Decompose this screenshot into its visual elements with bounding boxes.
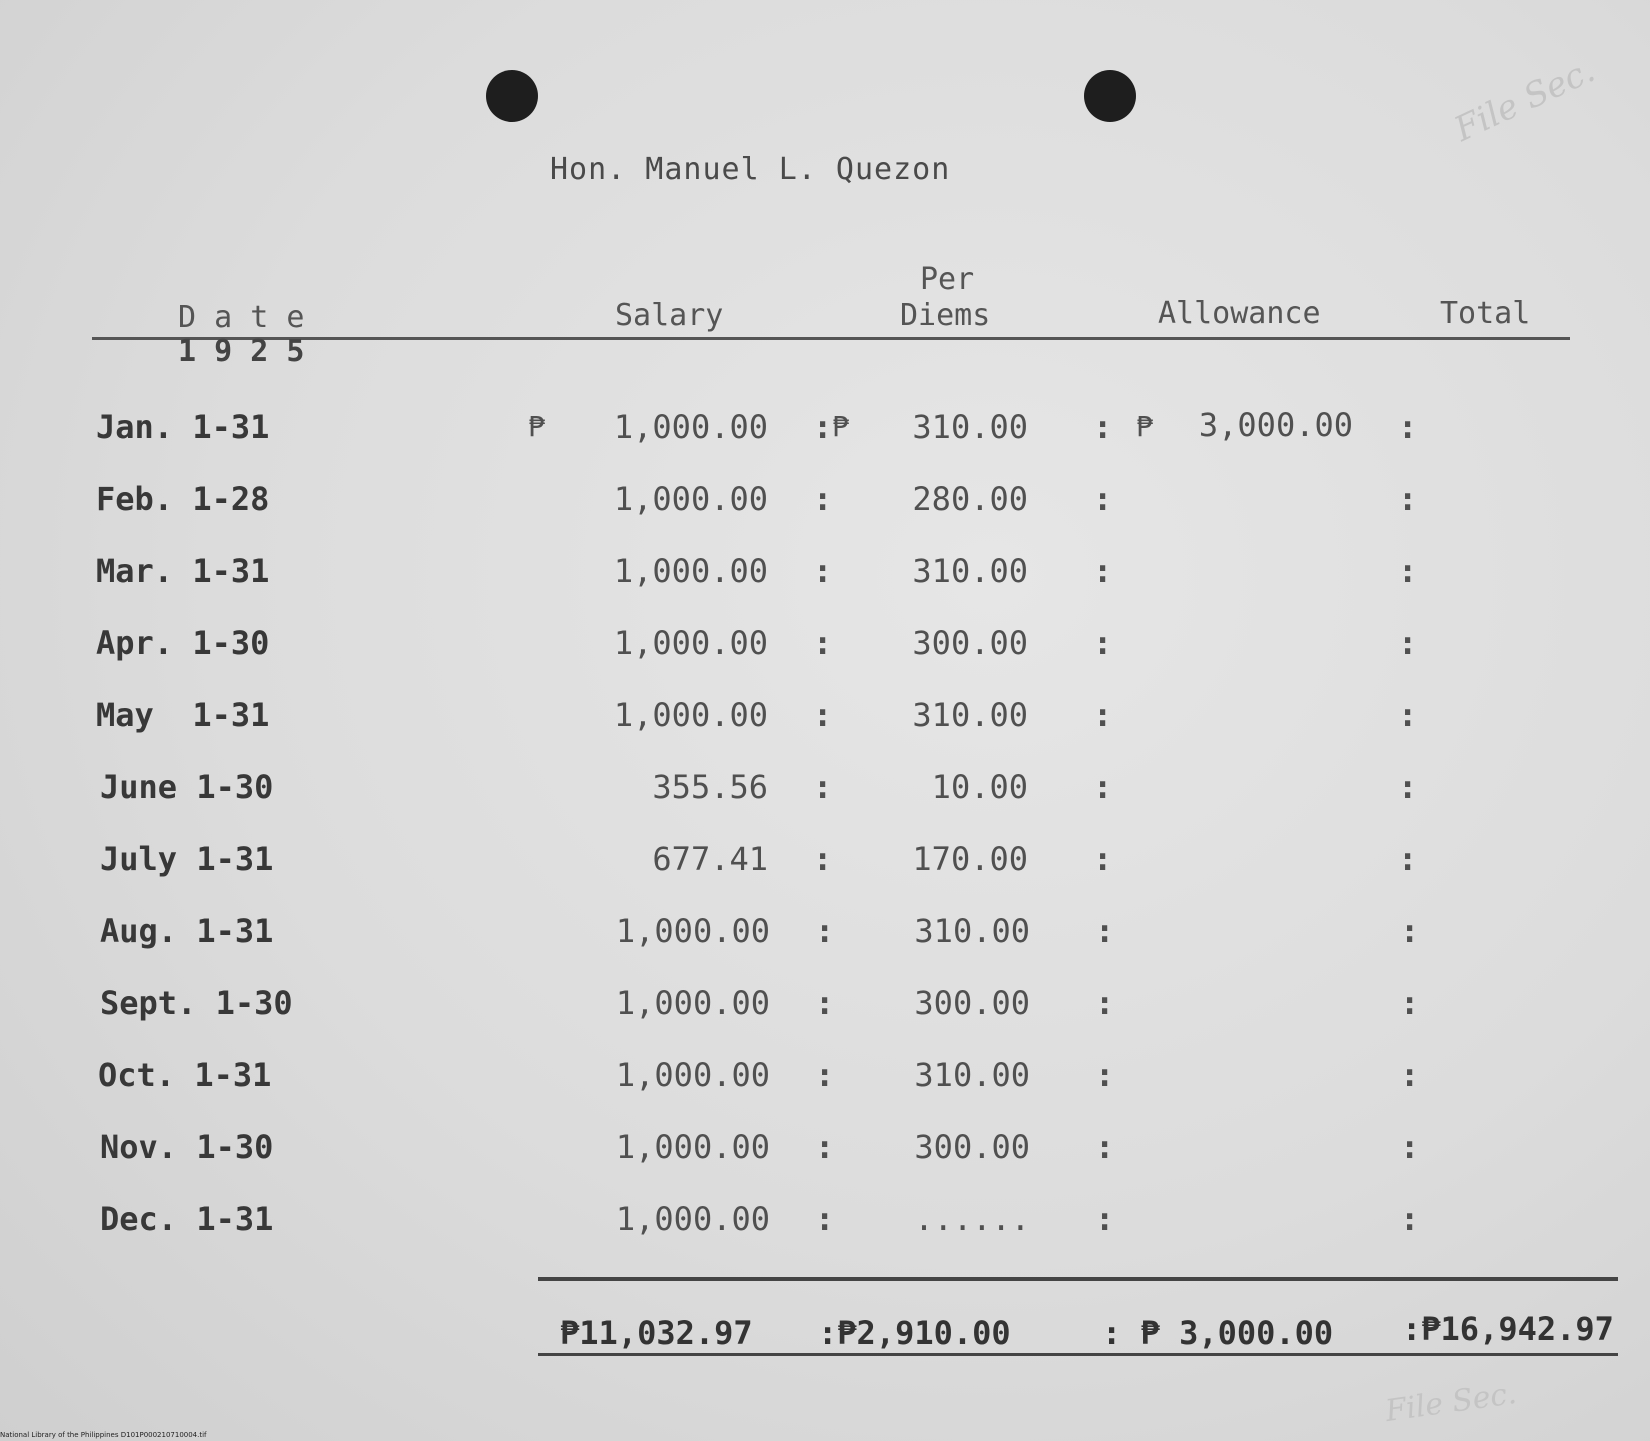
handwritten-note-top: File Sec. <box>1448 50 1601 150</box>
punch-hole-left <box>486 70 538 122</box>
row-per-diems: 280.00 <box>912 480 1028 518</box>
document-title: Hon. Manuel L. Quezon <box>550 152 951 187</box>
row-separator: : <box>815 912 835 950</box>
row-salary: 1,000.00 <box>613 624 768 662</box>
row-separator: : <box>813 552 833 590</box>
handwritten-note-bottom: File Sec. <box>1383 1375 1519 1430</box>
row-per-diems: 310.00 <box>912 696 1028 734</box>
row-per-diems: 300.00 <box>914 1128 1030 1166</box>
row-salary: 1,000.00 <box>615 984 770 1022</box>
row-salary: 1,000.00 <box>615 1056 770 1094</box>
row-date: Apr. 1-30 <box>96 624 270 662</box>
header-salary: Salary <box>615 298 724 333</box>
row-separator: : <box>1093 408 1113 446</box>
row-separator: : <box>813 408 833 446</box>
total-per-diems: :₱2,910.00 <box>818 1314 1011 1352</box>
row-separator: : <box>813 696 833 734</box>
row-per-diems: 310.00 <box>912 408 1028 446</box>
row-salary: 1,000.00 <box>613 696 768 734</box>
row-separator: : <box>1398 624 1418 662</box>
row-separator: : <box>1095 1200 1115 1238</box>
header-per: Per <box>920 262 975 297</box>
row-separator: : <box>1093 552 1113 590</box>
row-salary: 677.41 <box>652 840 768 878</box>
row-salary: 1,000.00 <box>613 408 768 446</box>
row-separator: : <box>1095 1056 1115 1094</box>
scan-footer: National Library of the Philippines D101P000210710004.tif <box>0 1431 207 1439</box>
salary-currency-mark: ₱ <box>528 410 545 443</box>
row-separator: : <box>1400 1128 1420 1166</box>
row-date: Feb. 1-28 <box>96 480 270 518</box>
row-date: May 1-31 <box>96 696 270 734</box>
row-salary: 1,000.00 <box>613 552 768 590</box>
row-per-diems: ...... <box>914 1200 1030 1238</box>
punch-hole-right <box>1084 70 1136 122</box>
row-salary: 355.56 <box>652 768 768 806</box>
row-separator: : <box>815 1200 835 1238</box>
header-total: Total <box>1440 296 1531 331</box>
header-date: D a t e <box>178 300 305 335</box>
row-separator: : <box>815 1128 835 1166</box>
row-separator: : <box>1400 1056 1420 1094</box>
row-separator: : <box>815 1056 835 1094</box>
row-separator: : <box>1095 984 1115 1022</box>
row-date: Jan. 1-31 <box>96 408 270 446</box>
row-salary: 1,000.00 <box>615 912 770 950</box>
row-separator: : <box>1093 768 1113 806</box>
row-date: Mar. 1-31 <box>96 552 270 590</box>
row-separator: : <box>1400 912 1420 950</box>
row-separator: : <box>1093 840 1113 878</box>
row-per-diems: 310.00 <box>912 552 1028 590</box>
row-per-diems: 170.00 <box>912 840 1028 878</box>
row-date: Dec. 1-31 <box>100 1200 274 1238</box>
row-per-diems: 10.00 <box>931 768 1028 806</box>
row-date: Aug. 1-31 <box>100 912 274 950</box>
row-date: June 1-30 <box>100 768 274 806</box>
row-separator: : <box>813 624 833 662</box>
grand-total: :₱16,942.97 <box>1402 1310 1614 1348</box>
totals-underline <box>538 1353 1618 1356</box>
total-salary: ₱11,032.97 <box>560 1314 753 1352</box>
allowance-currency-mark: ₱ <box>1136 410 1153 443</box>
header-allowance: Allowance <box>1158 296 1321 331</box>
row-allowance: 3,000.00 <box>1198 406 1353 444</box>
row-separator: : <box>813 768 833 806</box>
row-date: Nov. 1-30 <box>100 1128 274 1166</box>
row-date: Oct. 1-31 <box>98 1056 272 1094</box>
row-separator: : <box>1400 1200 1420 1238</box>
row-per-diems: 310.00 <box>914 1056 1030 1094</box>
per-diems-currency-mark: ₱ <box>832 410 849 443</box>
row-separator: : <box>1400 984 1420 1022</box>
row-separator: : <box>1093 624 1113 662</box>
row-separator: : <box>1095 1128 1115 1166</box>
row-separator: : <box>813 840 833 878</box>
row-separator: : <box>1095 912 1115 950</box>
row-salary: 1,000.00 <box>613 480 768 518</box>
row-separator: : <box>1093 480 1113 518</box>
header-diems: Diems <box>900 298 991 333</box>
totals-top-rule <box>538 1277 1618 1281</box>
row-separator: : <box>813 480 833 518</box>
row-date: July 1-31 <box>100 840 274 878</box>
row-separator: : <box>1398 552 1418 590</box>
row-separator: : <box>1398 696 1418 734</box>
row-per-diems: 300.00 <box>914 984 1030 1022</box>
header-rule <box>92 337 1570 340</box>
row-separator: : <box>1398 408 1418 446</box>
row-per-diems: 300.00 <box>912 624 1028 662</box>
row-separator: : <box>1093 696 1113 734</box>
row-separator: : <box>1398 480 1418 518</box>
row-salary: 1,000.00 <box>615 1128 770 1166</box>
row-salary: 1,000.00 <box>615 1200 770 1238</box>
row-separator: : <box>1398 840 1418 878</box>
row-per-diems: 310.00 <box>914 912 1030 950</box>
total-allowance: : ₱ 3,000.00 <box>1102 1314 1334 1352</box>
row-date: Sept. 1-30 <box>100 984 293 1022</box>
row-separator: : <box>1398 768 1418 806</box>
header-year: 1 9 2 5 <box>178 334 305 369</box>
row-separator: : <box>815 984 835 1022</box>
